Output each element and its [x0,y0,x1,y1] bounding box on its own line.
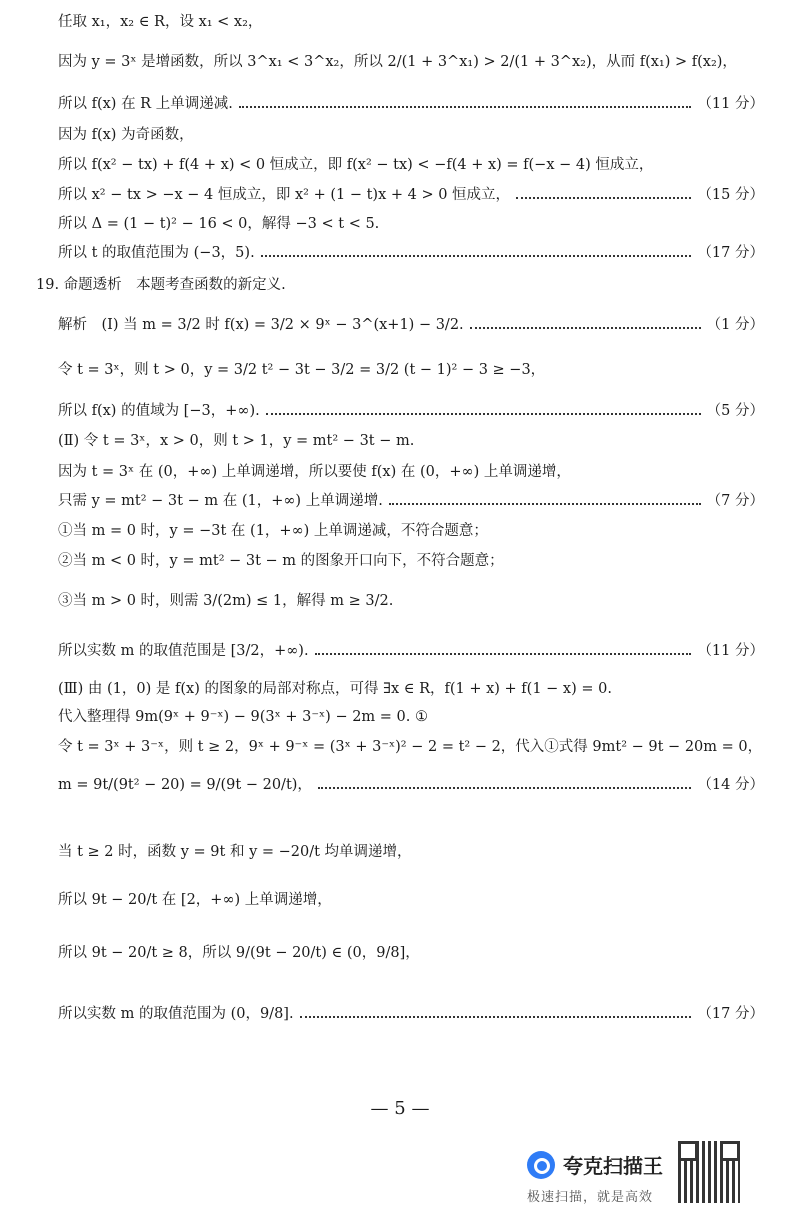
question-heading: 19. 命题透析 本题考查函数的新定义. [36,277,286,293]
text-line: 所以 9t − 20/t 在 [2，+∞) 上单调递增， [58,892,332,908]
text-line: 因为 t = 3ˣ 在 (0，+∞) 上单调递增，所以要使 f(x) 在 (0，+∞) 上单调递增， [58,464,571,480]
text-line: 令 t = 3ˣ，则 t > 0，y = 3/2 t² − 3t − 3/2 = 3/2 (t − 1)² − 3 ≥ −3， [58,362,546,378]
text-line: 所以实数 m 的取值范围是 [3/2，+∞). （11 分） [58,643,764,659]
score-label: （7 分） [706,493,764,509]
text-line: 因为 f(x) 为奇函数， [58,127,194,143]
leader-dots [300,1016,692,1018]
text-line: 所以 Δ = (1 − t)² − 16 < 0，解得 −3 < t < 5. [58,216,380,232]
score-label: （17 分） [697,245,764,261]
leader-dots [470,327,701,329]
text-line: 所以 9t − 20/t ≥ 8，所以 9/(9t − 20/t) ∈ (0，9/8]， [58,945,420,961]
text-line: ③当 m > 0 时，则需 3/(2m) ≤ 1，解得 m ≥ 3/2. [58,593,394,609]
leader-dots [516,197,691,199]
leader-dots [318,787,692,789]
quark-logo-icon [527,1151,555,1179]
text-line: 只需 y = mt² − 3t − m 在 (1，+∞) 上单调递增. （7 分） [58,493,764,509]
score-label: （14 分） [697,777,764,793]
score-label: （17 分） [697,1006,764,1022]
text-line: 所以 f(x) 的值域为 [−3，+∞). （5 分） [58,403,764,419]
score-label: （11 分） [697,643,764,659]
brand-slogan: 极速扫描，就是高效 [527,1190,654,1205]
leader-dots [315,653,692,655]
page-number: — 5 — [370,1098,430,1119]
text-line: 因为 y = 3ˣ 是增函数，所以 3^x₁ < 3^x₂，所以 2/(1 + 3^x₁) > 2/(1 + 3^x₂)，从而 f(x₁) > f(x₂)， [58,54,737,70]
text-line: 解析 (Ⅰ) 当 m = 3/2 时 f(x) = 3/2 × 9ˣ − 3^(x+1) − 3/2. （1 分） [58,317,764,333]
leader-dots [261,255,692,257]
text-line: 令 t = 3ˣ + 3⁻ˣ，则 t ≥ 2，9ˣ + 9⁻ˣ = (3ˣ + 3⁻ˣ)² − 2 = t² − 2，代入①式得 9mt² − 9t − 20m = 0， [58,739,763,755]
score-label: （1 分） [706,317,764,333]
text-line: (Ⅲ) 由 (1，0) 是 f(x) 的图象的局部对称点，可得 ∃x ∈ R，f(1 + x) + f(1 − x) = 0. [58,681,612,697]
text-line: 所以 t 的取值范围为 (−3，5). （17 分） [58,245,764,261]
score-label: （5 分） [706,403,764,419]
brand-name: 夸克扫描王 [563,1154,663,1178]
text-line: 所以 f(x² − tx) + f(4 + x) < 0 恒成立，即 f(x² − tx) < −f(4 + x) = f(−x − 4) 恒成立， [58,157,654,173]
text-line: 当 t ≥ 2 时，函数 y = 9t 和 y = −20/t 均单调递增， [58,844,412,860]
score-label: （15 分） [697,187,764,203]
text-line: ①当 m = 0 时，y = −3t 在 (1，+∞) 上单调递减，不符合题意； [58,523,488,539]
text-line: 所以 x² − tx > −x − 4 恒成立，即 x² + (1 − t)x + 4 > 0 恒成立， （15 分） [58,187,764,203]
scanner-watermark [527,1146,667,1205]
text-line: 所以实数 m 的取值范围为 (0，9/8]. （17 分） [58,1006,764,1022]
leader-dots [266,413,701,415]
text-line: m = 9t/(9t² − 20) = 9/(9t − 20/t)， （14 分） [58,777,764,793]
leader-dots [389,503,701,505]
leader-dots [239,106,692,108]
text-line: (Ⅱ) 令 t = 3ˣ，x > 0，则 t > 1，y = mt² − 3t − m. [58,433,415,449]
score-label: （11 分） [697,96,764,112]
qr-code-icon [678,1141,740,1203]
text-line: 代入整理得 9m(9ˣ + 9⁻ˣ) − 9(3ˣ + 3⁻ˣ) − 2m = 0. ① [58,709,428,725]
text-line: 所以 f(x) 在 R 上单调递减. （11 分） [58,96,764,112]
text-line: 任取 x₁，x₂ ∈ R，设 x₁ < x₂， [58,14,263,30]
text-line: ②当 m < 0 时，y = mt² − 3t − m 的图象开口向下，不符合题意； [58,553,504,569]
